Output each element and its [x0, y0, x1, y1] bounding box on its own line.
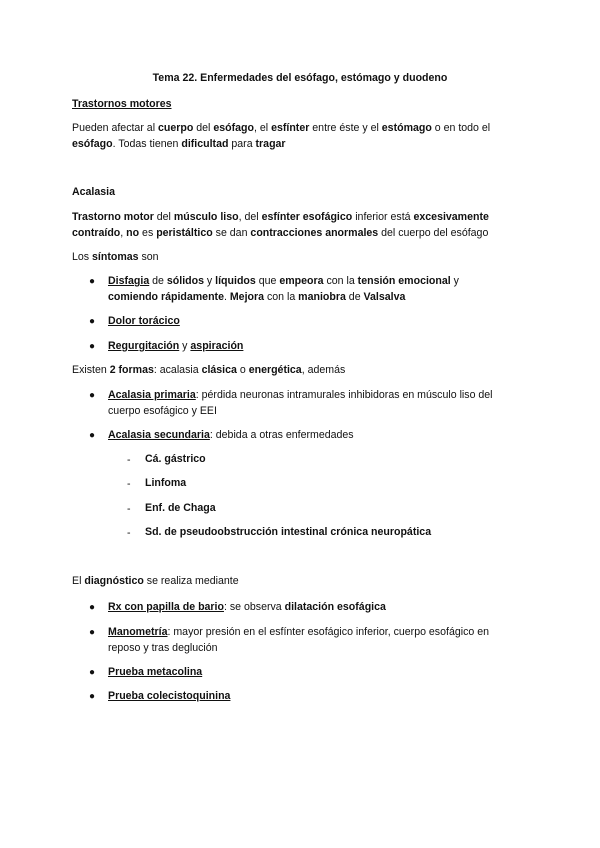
- section-heading-acalasia: Acalasia: [72, 186, 115, 198]
- symptoms-intro: Los síntomas son: [72, 251, 159, 263]
- dash-marker: -: [127, 454, 131, 466]
- cause-item: Linfoma: [145, 477, 187, 489]
- symptom-item-disfagia: Disfagia de sólidos y líquidos que empeora con la tensión emocional y: [108, 275, 459, 287]
- symptom-item-regurgitacion: Regurgitación y aspiración: [108, 340, 244, 352]
- bullet-icon: ●: [89, 627, 96, 638]
- bullet-icon: ●: [89, 667, 96, 678]
- page-title: Tema 22. Enfermedades del esófago, estómago y duodeno: [152, 72, 448, 84]
- definition-line-2: contraído, no es peristáltico se dan contracciones anormales del cuerpo del esófago: [72, 227, 489, 239]
- form-item-primaria-cont: cuerpo esofágico y EEI: [108, 405, 217, 417]
- diagnosis-item-rx: Rx con papilla de bario: se observa dilatación esofágica: [108, 601, 386, 613]
- cause-item: Sd. de pseudoobstrucción intestinal crónica neuropática: [145, 526, 432, 538]
- forms-intro: Existen 2 formas: acalasia clásica o energética, además: [72, 364, 346, 376]
- cause-item: Enf. de Chaga: [145, 502, 216, 514]
- dash-marker: -: [127, 503, 131, 515]
- bullet-icon: ●: [89, 316, 96, 327]
- bullet-icon: ●: [89, 390, 96, 401]
- definition-line-1: Trastorno motor del músculo liso, del esfínter esofágico inferior está excesivamente: [72, 211, 489, 223]
- intro-paragraph-line-2: esófago. Todas tienen dificultad para tragar: [72, 138, 286, 150]
- bullet-icon: ●: [89, 602, 96, 613]
- form-item-secundaria: Acalasia secundaria: debida a otras enfermedades: [108, 429, 354, 441]
- diagnosis-item-colecistoquinina: Prueba colecistoquinina: [108, 690, 231, 702]
- form-item-primaria: Acalasia primaria: pérdida neuronas intramurales inhibidoras en músculo liso del: [108, 389, 493, 401]
- bullet-icon: ●: [89, 691, 96, 702]
- section-heading-trastornos-motores: Trastornos motores: [72, 98, 172, 110]
- dash-marker: -: [127, 527, 131, 539]
- symptom-item-dolor-toracico: Dolor torácico: [108, 315, 180, 327]
- intro-paragraph-line-1: Pueden afectar al cuerpo del esófago, el esfínter entre éste y el estómago o en todo el: [72, 122, 491, 134]
- dash-marker: -: [127, 478, 131, 490]
- diagnosis-item-manometria: Manometría: mayor presión en el esfínter esofágico inferior, cuerpo esofágico en: [108, 626, 489, 638]
- bullet-icon: ●: [89, 276, 96, 287]
- diagnosis-item-manometria-cont: reposo y tras deglución: [108, 642, 218, 654]
- bullet-icon: ●: [89, 341, 96, 352]
- diagnosis-item-metacolina: Prueba metacolina: [108, 666, 203, 678]
- diagnosis-intro: El diagnóstico se realiza mediante: [72, 575, 239, 587]
- cause-item: Cá. gástrico: [145, 453, 206, 465]
- bullet-icon: ●: [89, 430, 96, 441]
- symptom-item-disfagia-cont: comiendo rápidamente. Mejora con la maniobra de Valsalva: [108, 291, 406, 303]
